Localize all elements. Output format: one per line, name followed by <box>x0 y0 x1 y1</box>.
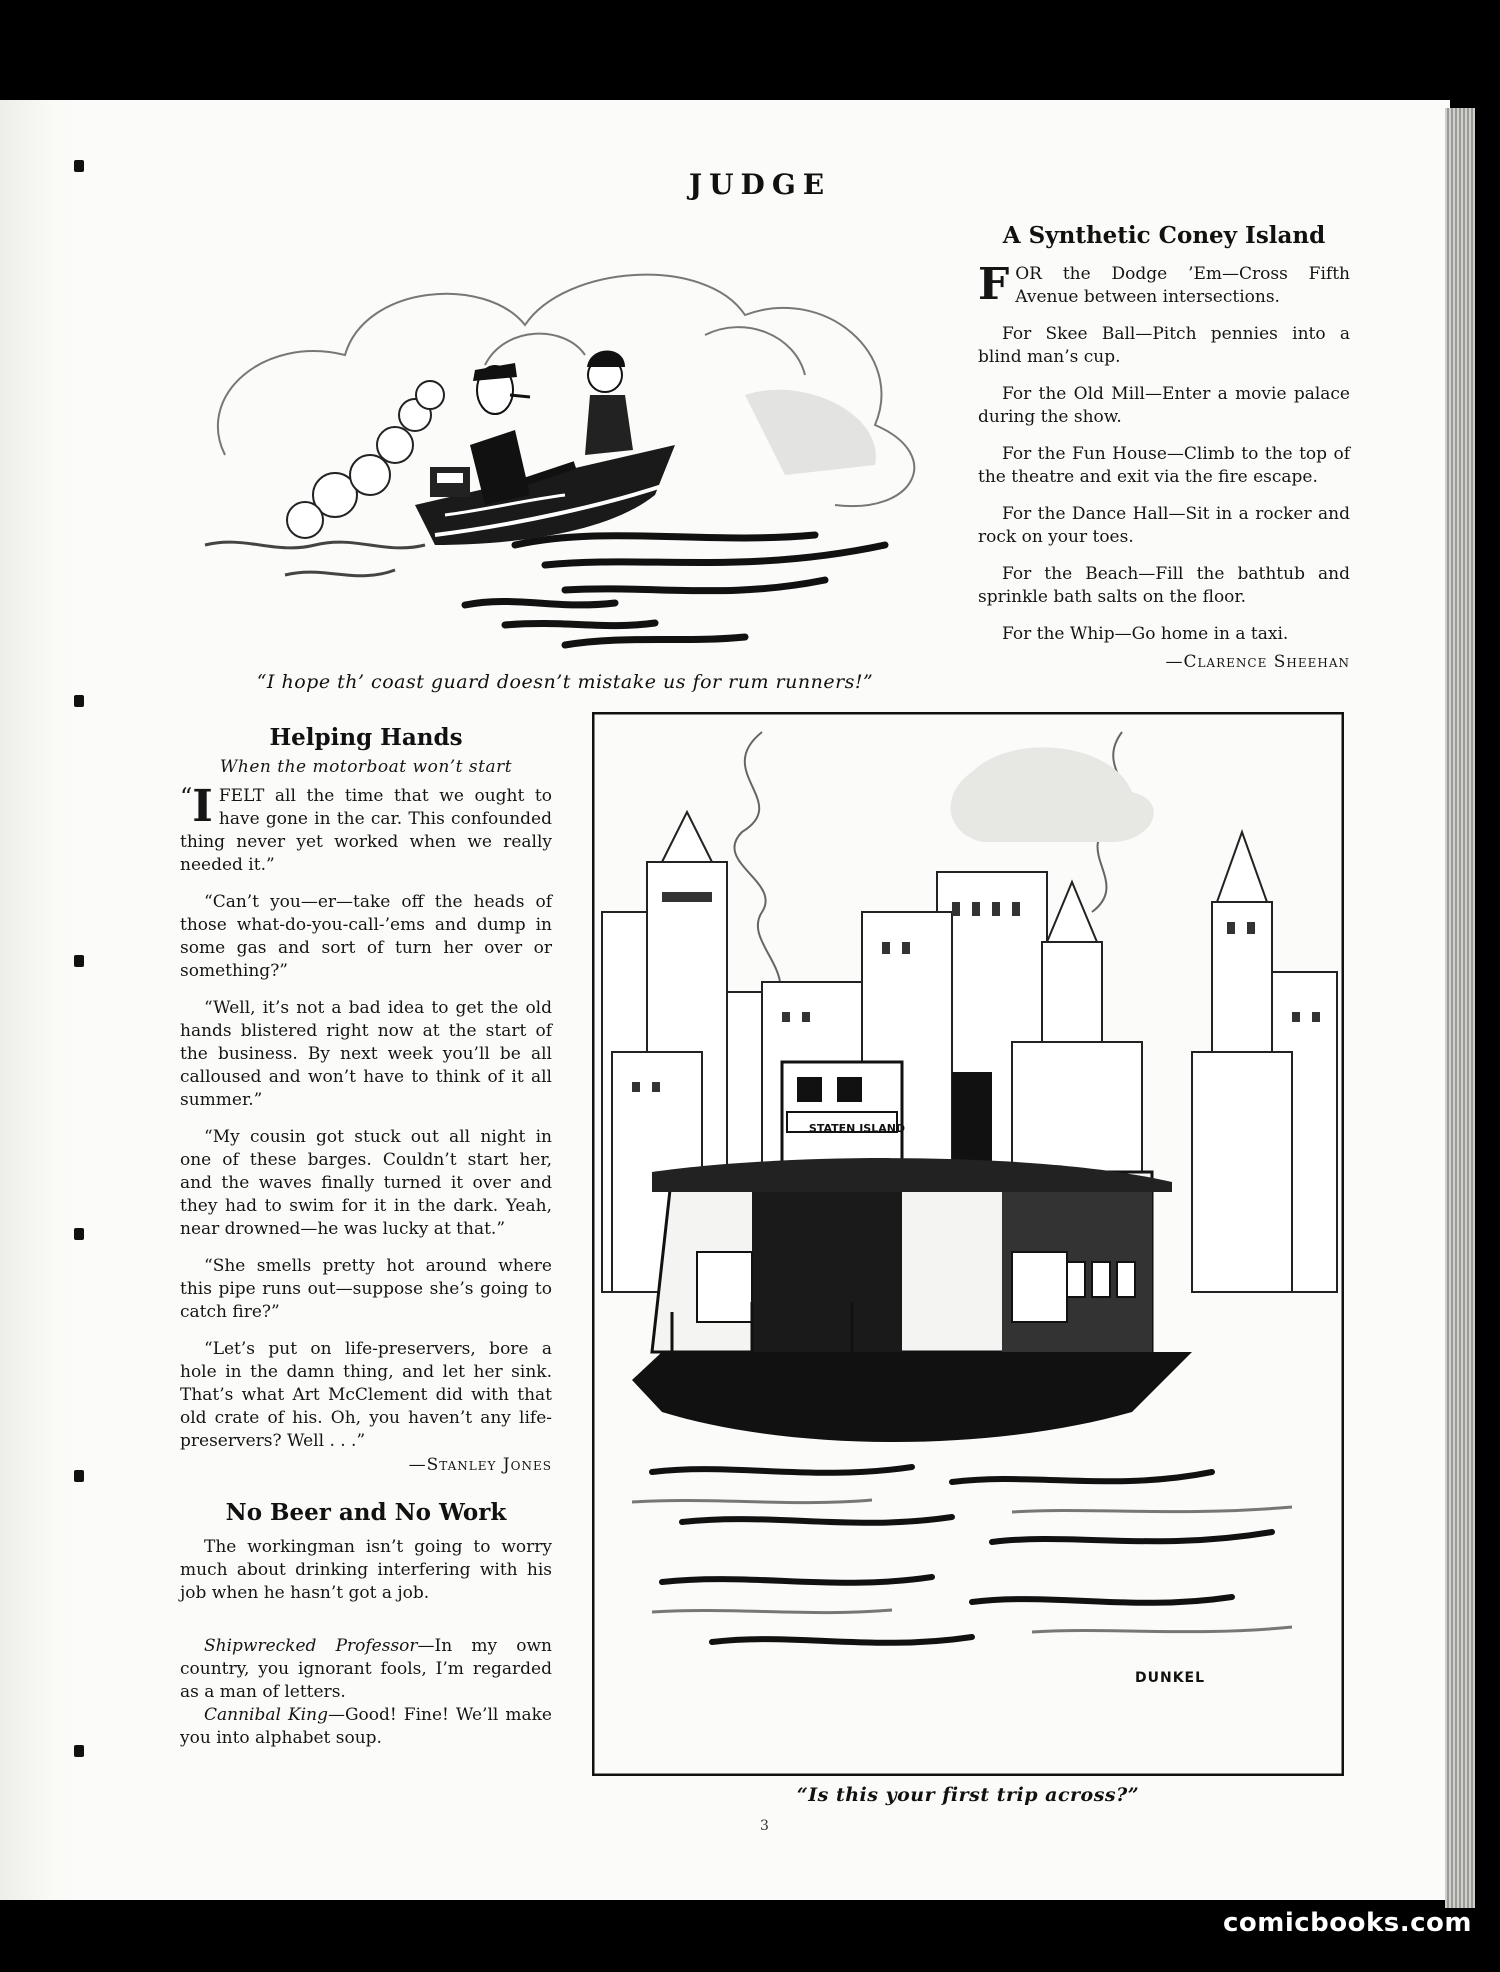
helping-hands-author: —Stanley Jones <box>408 1455 552 1475</box>
binding-staple <box>74 1228 84 1240</box>
binding-staple <box>74 955 84 967</box>
coney-island-first-paragraph: FOR the Dodge ’Em—Cross Fifth Avenue between intersections. <box>978 259 1350 310</box>
coney-island-article <box>978 222 1350 672</box>
coney-island-item: For the Beach—Fill the bathtub and sprinkle bath salts on the floor. <box>978 564 1350 607</box>
ferry-cartoon <box>592 712 1344 1776</box>
joke-line: Cannibal King—Good! Fine! We’ll make you into alphabet soup. <box>180 1705 552 1748</box>
page-stack-edge <box>1445 108 1475 1908</box>
helping-hands-paragraph: “My cousin got stuck out all night in one of these barges. Couldn’t start her, and the waves finally turned it over and they had to swim for it in the dark. Yeah, near drowned—he was lucky at that.” <box>180 1127 552 1239</box>
site-watermark: comicbooks.com <box>1222 1908 1472 1938</box>
helping-hands-title: Helping Hands <box>269 724 463 751</box>
artist-signature: DUNKEL <box>1135 1670 1206 1686</box>
helping-hands-subtitle: When the motorboat won’t start <box>219 757 513 777</box>
binding-staple <box>74 1470 84 1482</box>
coney-island-item: For the Fun House—Climb to the top of the theatre and exit via the fire escape. <box>978 444 1350 487</box>
masthead: JUDGE <box>688 168 832 201</box>
helping-hands-paragraph: “Can’t you—er—take off the heads of those what-do-you-call-’ems and dump in some gas and sort of turn her over or something?” <box>180 892 552 981</box>
ferry-boat-sign: STATEN ISLAND <box>808 1122 906 1135</box>
drop-cap: F <box>978 259 1010 310</box>
helping-hands-paragraph: “Well, it’s not a bad idea to get the old hands blistered right now at the start of the business. By next week you’ll be all calloused and won’t have to think of it all summer.” <box>180 998 552 1110</box>
coney-island-author: —Clarence Sheehan <box>1165 652 1350 672</box>
binding-staple <box>74 695 84 707</box>
binding-staple <box>74 160 84 172</box>
helping-hands-article <box>180 724 552 1764</box>
coney-island-item: For the Whip—Go home in a taxi. <box>1002 624 1289 644</box>
coney-island-title: A Synthetic Coney Island <box>1002 222 1326 249</box>
no-beer-paragraph: The workingman isn’t going to worry much about drinking interfering with his job when he hasn’t got a job. <box>180 1537 552 1603</box>
coney-island-item: For the Old Mill—Enter a movie palace during the show. <box>978 384 1350 427</box>
no-beer-title: No Beer and No Work <box>225 1499 507 1526</box>
coney-island-item: For Skee Ball—Pitch pennies into a blind man’s cup. <box>978 324 1350 367</box>
coney-island-item: For the Dance Hall—Sit in a rocker and rock on your toes. <box>978 504 1350 547</box>
motorboat-cartoon-caption: “I hope th’ coast guard doesn’t mistake us for rum runners!” <box>256 671 874 693</box>
motorboat-cartoon <box>185 245 955 665</box>
helping-hands-first-paragraph: “ I FELT all the time that we ought to have gone in the car. This confounded thing never yet worked when we really needed it.” <box>180 781 552 875</box>
joke-line: Shipwrecked Professor—In my own country, you ignorant fools, I’m regarded as a man of letters. <box>180 1636 552 1702</box>
ferry-cartoon-caption: “Is this your first trip across?” <box>796 1784 1140 1806</box>
page-number: 3 <box>760 1818 769 1834</box>
binding-staple <box>74 1745 84 1757</box>
helping-hands-paragraph: “She smells pretty hot around where this pipe runs out—suppose she’s going to catch fire?” <box>180 1256 552 1322</box>
drop-cap: I <box>192 781 213 832</box>
helping-hands-paragraph: “Let’s put on life-preservers, bore a hole in the damn thing, and let her sink. That’s what Art McClement did with that old crate of his. Oh, you haven’t any life-preservers? Well . . .” <box>180 1339 552 1451</box>
